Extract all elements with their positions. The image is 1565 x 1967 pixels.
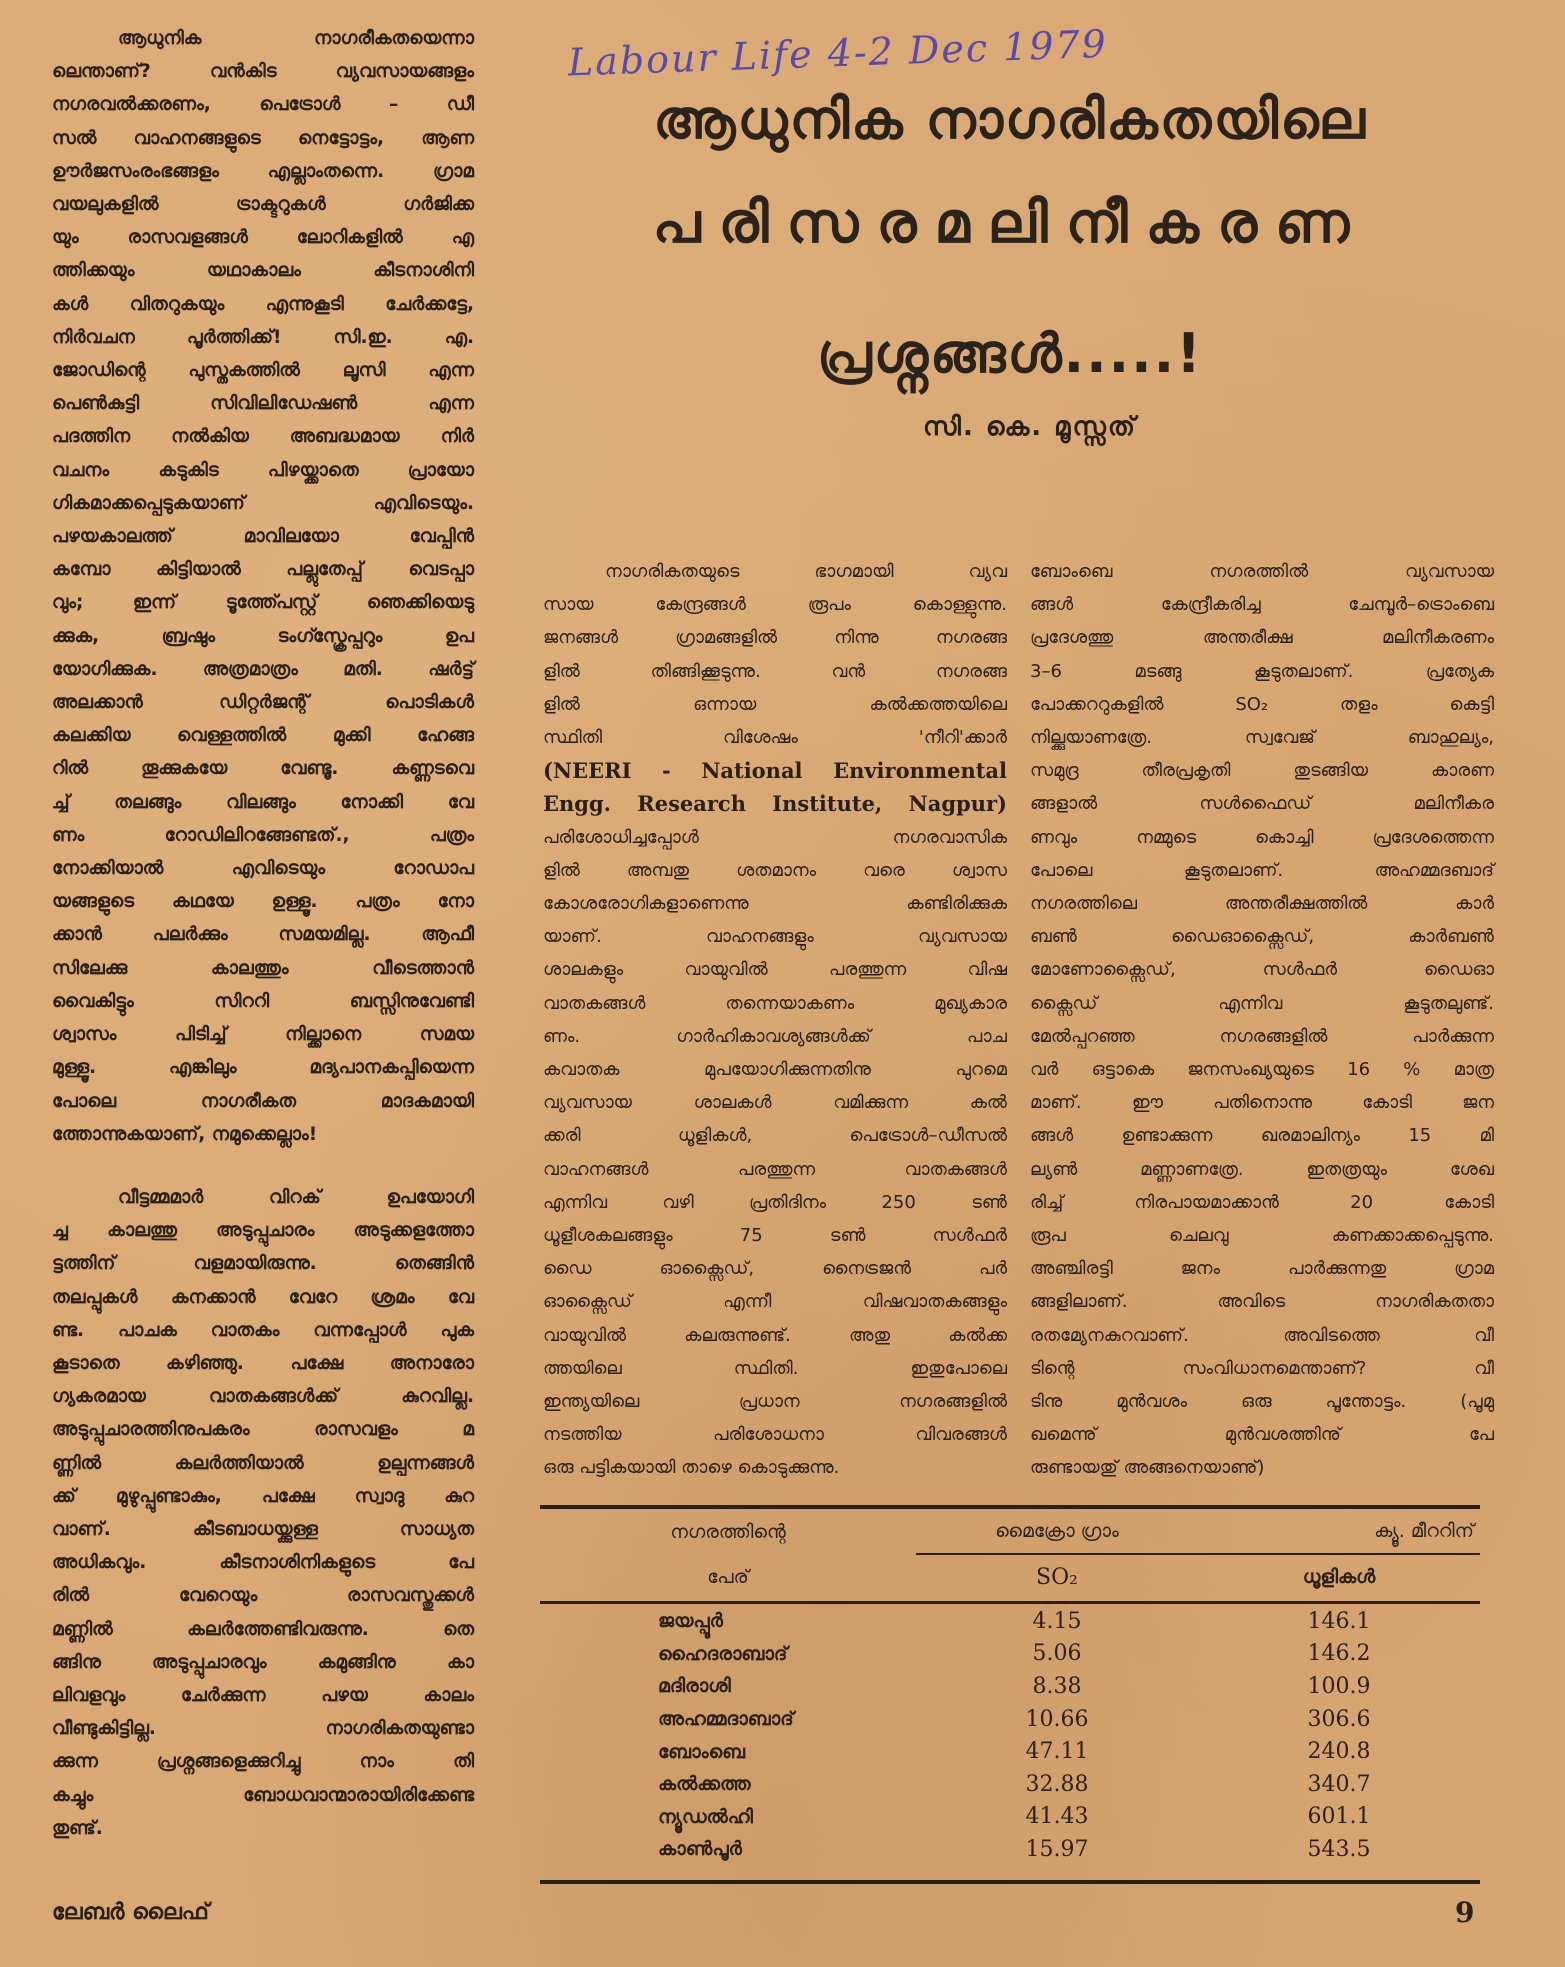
text-line: പോലെ കൂടുതലാണ്. അഹമ്മദബാദ്	[1030, 859, 1494, 881]
text-line: വ്യവസായ ശാലകൾ വമിക്കുന്ന കൽ	[543, 1092, 1007, 1114]
city-cell: ന്യൂഡൽഹി	[658, 1805, 753, 1828]
text-line: യാണ്. വാഹനങ്ങളും വ്യവസായ	[543, 926, 1007, 948]
table-bottom-rule	[540, 1880, 1480, 1884]
text-line: സിലേക്കു കാലത്തും വീടെത്താൻ	[52, 957, 474, 979]
header-dust: ധൂളികൾ	[1198, 1554, 1480, 1599]
text-line: ട്ടത്തിന് വളമായിരുന്നു. തെങ്ങിൻ	[52, 1253, 474, 1275]
dust-cell: 146.2	[1307, 1641, 1371, 1667]
text-line: (NEERI - National Environmental	[543, 758, 1007, 784]
text-line: ധൂളീശകലങ്ങളും 75 ടൺ സൾഫർ	[543, 1225, 1007, 1247]
text-line: ങ്ങൾ ഉണ്ടാക്കുന്ന ഖരമാലിന്യം 15 മി	[1030, 1125, 1494, 1147]
middle-column	[543, 555, 1007, 1485]
so2-cell: 47.11	[1025, 1739, 1089, 1765]
text-line: മുള്ളൂ. എങ്കിലും മദ്യപാനകപ്പിയെന്ന	[52, 1057, 474, 1079]
dust-cell: 601.1	[1307, 1804, 1371, 1830]
text-line: വാതകങ്ങൾ തന്നെയാകണം മുഖ്യകാര	[543, 992, 1007, 1014]
text-line: ഓക്സൈഡ് എന്നീ വിഷവാതകങ്ങളും	[543, 1291, 1007, 1313]
text-line: അടുപ്പുചാരത്തിനുപകരം രാസവളം മ	[52, 1419, 474, 1441]
text-line: വീട്ടമ്മമാർ വിറക് ഉപയോഗി	[118, 1186, 474, 1208]
table-row	[540, 1735, 1480, 1768]
text-line: പഴയകാലത്ത് മാവിലയോ വേപ്പിൻ	[52, 526, 474, 548]
city-cell: ബോംബെ	[658, 1740, 746, 1763]
text-line: വായുവിൽ കലരുന്നുണ്ട്. അതു കൽക്ക	[543, 1324, 1007, 1346]
text-line: ങ്ങളാൽ സൾഫൈഡ് മലിനീകര	[1030, 793, 1494, 815]
so2-cell: 41.43	[1025, 1804, 1089, 1830]
text-line: ജനങ്ങൾ ഗ്രാമങ്ങളിൽ നിന്നു നഗരങ്ങ	[543, 627, 1007, 649]
text-line: ബോംബെ നഗരത്തിൽ വ്യവസായ	[1030, 561, 1494, 582]
dust-cell: 146.1	[1307, 1608, 1371, 1634]
text-line: രൂപ ചെലവു കണക്കാക്കപ്പെടുന്നു.	[1030, 1225, 1494, 1247]
text-line: വീണ്ടുകിട്ടില്ല. നാഗരികതയുണ്ടാ	[52, 1718, 474, 1740]
city-cell: കൽക്കത്ത	[658, 1773, 751, 1796]
text-line: 3–6 മടങ്ങു കൂടുതലാണ്. പ്രത്യേക	[1030, 660, 1494, 682]
text-line: ഒരു പട്ടികയായി താഴെ കൊടുക്കുന്നു.	[543, 1457, 840, 1479]
text-line: ലിവളവും ചേർക്കുന്ന പഴയ കാലം	[52, 1684, 474, 1706]
left-paragraph-1	[52, 22, 474, 1151]
text-line: വയലുകളിൽ ട്രാക്ടറുകൾ ഗർജിക്ക	[52, 194, 474, 216]
text-line: രതമ്യേനകുറവാണ്. അവിടത്തെ വീ	[1030, 1324, 1494, 1346]
text-line: കവാതക മുപയോഗിക്കുന്നതിനു പുറമെ	[543, 1059, 1007, 1081]
header-city-line1: നഗരത്തിന്റെ	[670, 1520, 786, 1543]
text-line: പെൺകുട്ടി സിവിലിഡേഷൺ എന്ന	[52, 393, 474, 415]
text-line: ജോഡിന്റെ പുസ്തകത്തിൽ ലൂസി എന്ന	[52, 360, 474, 382]
text-line: റിൽ തൂക്കുകയേ വേണ്ടൂ. കണ്ണടവെ	[52, 758, 474, 780]
so2-cell: 8.38	[1032, 1673, 1082, 1699]
text-line: അലക്കാൻ ഡിറ്റർജന്റ് പൊടികൾ	[52, 692, 474, 714]
text-line: ങ്ങൾ കേന്ദ്രീകരിച്ച ചേമ്പൂർ–ട്രൊംബെ	[1030, 594, 1494, 616]
text-line: നില്ക്കുയാണത്രേ. സ്വവേജ് ബാഹുല്യം,	[1030, 727, 1494, 749]
text-line: ത്തോന്നുകയാണ്, നമുക്കെല്ലാം!	[52, 1123, 318, 1145]
text-line: ക്കരി ധൂളികൾ, പെട്രോൾ–ഡീസൽ	[543, 1125, 1007, 1147]
text-line: യങ്ങളുടെ കഥയേ ഉള്ളൂ. പത്രം നോ	[52, 891, 474, 913]
text-line: ണം റോഡിലിറങ്ങേണ്ടത്., പത്രം	[52, 824, 474, 846]
title-line-3: പ്രശ്നങ്ങൾ.....!	[817, 322, 1203, 385]
text-line: പോലെ നാഗരീകത മാദകമായി	[52, 1090, 474, 1112]
text-line: സ്ഥിതി വിശേഷം 'നീറി'ക്കാർ	[543, 727, 1007, 749]
text-line: കൂടാതെ കഴിഞ്ഞു. പക്ഷേ അനാരോ	[52, 1352, 474, 1374]
text-line: Engg. Research Institute, Nagpur)	[543, 791, 1007, 817]
text-line: അധികവും. കീടനാശിനികളുടെ പേ	[52, 1552, 474, 1574]
city-cell: കാൺപൂർ	[658, 1838, 742, 1861]
text-line: ശാലകളും വായുവിൽ പരത്തുന്ന വിഷ	[543, 959, 1007, 981]
header-city-line2: പേര്	[707, 1565, 749, 1588]
text-line: ത്തയിലെ സ്ഥിതി. ഇതുപോലെ	[543, 1357, 1007, 1379]
text-line: കമ്പോ കിട്ടിയാൽ പല്ലുതേപ്പ് വെടപ്പാ	[52, 559, 474, 581]
city-cell: ഹൈദരാബാദ്	[658, 1642, 788, 1665]
text-line: രിച്ച് നിരപായമാക്കാൻ 20 കോടി	[1030, 1191, 1494, 1213]
text-line: ക്കുക, ബ്രഷും ടംഗ്സ്ക്രേപ്പറും ഉപ	[52, 625, 474, 647]
text-line: വചനം കടുകിട പിഴയ്ക്കാതെ പ്രായോ	[52, 459, 474, 481]
header-bottom-rule	[540, 1601, 1480, 1604]
text-line: ക്കുന്ന പ്രശ്നങ്ങളെക്കുറിച്ചു നാം തി	[52, 1751, 474, 1773]
text-line: പോക്കററുകളിൽ SO₂ തളം കെട്ടി	[1030, 693, 1494, 715]
dust-cell: 340.7	[1307, 1771, 1371, 1797]
text-line: ത്തിക്കയും യഥാകാലം കീടനാശിനി	[52, 260, 474, 282]
table-row	[540, 1833, 1480, 1866]
text-line: രുണ്ടായതു് അങ്ങനെയാണു്)	[1030, 1457, 1265, 1479]
text-line: മണ്ണിൽ കലർത്തേണ്ടിവരുന്നു. തെ	[52, 1618, 474, 1640]
dust-cell: 100.9	[1307, 1673, 1371, 1699]
so2-cell: 32.88	[1025, 1771, 1089, 1797]
text-line: ഊർജസംരംഭങ്ങളം എല്ലാംതന്നെ. ഗ്രാമ	[52, 160, 474, 182]
city-cell: മദിരാശി	[658, 1675, 731, 1698]
text-line: രിൽ വേറെയും രാസവസ്തുക്കൾ	[52, 1585, 474, 1607]
text-line: ങ്ങളിലാണ്. അവിടെ നാഗരികതതാ	[1030, 1291, 1494, 1313]
table-row	[540, 1670, 1480, 1703]
dust-cell: 240.8	[1307, 1739, 1371, 1765]
text-line: ബൺ ഡൈഓക്സൈഡ്, കാർബൺ	[1030, 926, 1494, 948]
header-so2: SO₂	[916, 1554, 1198, 1599]
text-line: ഗികമാക്കപ്പെടുകയാണ് എവിടെയും.	[52, 492, 474, 514]
table-row	[540, 1768, 1480, 1801]
title-line-1: ആധുനിക നാഗരികതയിലെ	[653, 88, 1367, 151]
text-line: സായ കേന്ദ്രങ്ങൾ രൂപം കൊള്ളുന്നു.	[543, 594, 1007, 616]
so2-cell: 5.06	[1032, 1641, 1082, 1667]
text-line: ച്ച കാലത്തു അടുപ്പുചാരം അടുക്കളത്തോ	[52, 1220, 474, 1242]
so2-cell: 15.97	[1025, 1836, 1089, 1862]
text-line: നഗരത്തിലെ അന്തരീക്ഷത്തിൽ കാർ	[1030, 893, 1494, 915]
text-line: എന്നിവ വഴി പ്രതിദിനം 250 ടൺ	[543, 1191, 1007, 1213]
text-line: നിർവചന പൂർത്തിക്ക്! സി.ഇ. എ.	[52, 326, 474, 348]
left-paragraph-2	[52, 1181, 474, 1845]
text-line: പ്രദേശത്തു അന്തരീക്ഷ മലിനീകരണം	[1030, 627, 1494, 649]
text-line: ണവും നമ്മുടെ കൊച്ചി പ്രദേശത്തെന്ന	[1030, 826, 1494, 848]
table-row	[540, 1605, 1480, 1638]
text-line: നഗരവൽക്കരണം, പെട്രോൾ – ഡീ	[52, 94, 474, 116]
text-line: നടത്തിയ പരിശോധനാ വിവരങ്ങൾ	[543, 1424, 1007, 1446]
title-line-2: പരിസരമലിനീകരണ	[652, 191, 1368, 256]
text-line: ണ്ണിൽ കലർത്തിയാൽ ഉല്പന്നങ്ങൾ	[52, 1452, 474, 1474]
handwritten-annotation: Labour Life 4-2 Dec 1979	[567, 21, 1109, 85]
text-line: ച്ച് തലങ്ങും വിലങ്ങും നോക്കി വേ	[52, 791, 474, 813]
text-line: ല്യൺ മണ്ണാണത്രേ. ഇതത്രയും ശേഖ	[1030, 1158, 1494, 1180]
text-line: മോണോക്സൈഡ്, സൾഫർ ഡൈഓ	[1030, 959, 1494, 981]
article-byline: സി. കെ. മൂസ്സത്	[923, 412, 1137, 442]
page-number: 9	[1455, 1896, 1475, 1929]
text-line: പദത്തിന നൽകിയ അബദ്ധമായ നിർ	[52, 426, 474, 448]
text-line: ളിൽ ഒന്നായ കൽക്കത്തയിലെ	[543, 693, 1007, 715]
text-line: തുണ്ട്.	[52, 1817, 103, 1839]
text-line: ലെന്താണ്? വൻകിട വ്യവസായങ്ങളം	[52, 61, 474, 83]
dust-cell: 306.6	[1307, 1706, 1371, 1732]
text-line: ണം. ഗാർഹികാവശ്യങ്ങൾക്ക് പാച	[543, 1025, 1007, 1047]
text-line: ടിന്റെ സംവിധാനമെന്താണ്? വീ	[1030, 1357, 1494, 1379]
city-cell: ജയപ്പൂർ	[658, 1610, 723, 1633]
right-column	[1030, 555, 1494, 1485]
text-line: ണ്ട. പാചക വാതകം വന്നപ്പോൾ പുക	[52, 1319, 474, 1341]
text-line: ക്കാൻ പലർക്കും സമയമില്ല. ആഫീ	[52, 924, 474, 946]
pollution-table	[540, 1505, 1480, 1884]
left-column	[52, 22, 474, 1845]
text-line: ശ്വാസം പിടിച്ച് നില്ക്കാനെ സമയ	[52, 1024, 474, 1046]
text-line: ആധുനിക നാഗരീകതയെന്നാ	[118, 28, 474, 49]
text-line: വും; ഇന്ന് ടൂത്ത്പേസ്റ്റ് ഞെക്കിയെടു	[52, 592, 474, 614]
text-line: വാഹനങ്ങൾ പരത്തുന്ന വാതകങ്ങൾ	[543, 1158, 1007, 1180]
text-line: ക്സൈഡ് എന്നിവ കൂടുതലുണ്ട്.	[1030, 992, 1494, 1014]
text-line: പരിശോധിച്ചപ്പോൾ നഗരവാസിക	[543, 826, 1007, 848]
text-line: ഗ്യകരമായ വാതകങ്ങൾക്ക് കുറവില്ല.	[52, 1386, 474, 1408]
text-line: ടിനു മുൻവശം ഒരു പൂന്തോട്ടം. (പൂമു	[1030, 1391, 1494, 1413]
text-line: കൾ വിതറുകയും എന്നുകൂടി ചേർക്കട്ടേ,	[52, 293, 474, 315]
text-line: സമുദ്ര തീരപ്രകൃതി തുടങ്ങിയ കാരണ	[1030, 760, 1494, 782]
text-line: തലപ്പുകൾ കനക്കാൻ വേറേ ശ്രമം വേ	[52, 1286, 474, 1308]
text-line: കലക്കിയ വെള്ളത്തിൽ മുക്കി ഹേങ്ങ	[52, 725, 474, 747]
dust-cell: 543.5	[1307, 1836, 1371, 1862]
table-row	[540, 1801, 1480, 1834]
text-line: ഡൈ ഓക്സൈഡ്, നൈട്രജൻ പർ	[543, 1258, 1007, 1280]
text-line: ളിൽ തിങ്ങിക്കൂടുന്നു. വൻ നഗരങ്ങ	[543, 660, 1007, 682]
text-line: മേൽപ്പറഞ്ഞ നഗരങ്ങളിൽ പാർക്കുന്ന	[1030, 1025, 1494, 1047]
header-unit-left: മൈക്രോ ഗ്രാം	[995, 1520, 1119, 1542]
table-row	[540, 1638, 1480, 1671]
text-line: ഇന്ത്യയിലെ പ്രധാന നഗരങ്ങളിൽ	[543, 1391, 1007, 1413]
text-line: കോശരോഗികളാണെന്നു കണ്ടിരിക്കുക	[543, 893, 1007, 915]
text-line: വർ ഒട്ടാകെ ജനസംഖ്യയുടെ 16 % മാത്ര	[1030, 1059, 1494, 1081]
text-line: അഞ്ചിരട്ടി ജനം പാർക്കുന്നതു ഗ്രാമ	[1030, 1258, 1494, 1280]
publication-name: ലേബർ ലൈഫ്	[52, 1900, 209, 1925]
so2-cell: 10.66	[1025, 1706, 1089, 1732]
text-line: നാഗരികതയുടെ ഭാഗമായി വ്യവ	[605, 561, 1007, 582]
city-cell: അഹമ്മദാബാദ്	[658, 1708, 794, 1731]
text-line: സൽ വാഹനങ്ങളുടെ നെട്ടോട്ടം, ആണ	[52, 127, 474, 149]
text-line: മാണ്. ഈ പതിനൊന്നു കോടി ജന	[1030, 1092, 1494, 1114]
text-line: ളിൽ അമ്പതു ശതമാനം വരെ ശ്വാസ	[543, 859, 1007, 881]
table-row	[540, 1703, 1480, 1736]
text-line: യോഗിക്കുക. അത്രമാത്രം മതി. ഷർട്ട്	[52, 658, 474, 680]
table-body	[540, 1605, 1480, 1866]
text-line: വാണ്. കീടബാധയ്ക്കുള്ള സാധ്യത	[52, 1518, 474, 1540]
text-line: ക്ക് മുഴുപ്പുണ്ടാകും, പക്ഷേ സ്വാദു കുറ	[52, 1485, 474, 1507]
text-line: നോക്കിയാൽ എവിടെയും റോഡാപ	[52, 858, 474, 880]
so2-cell: 4.15	[1032, 1608, 1082, 1634]
header-unit-right: ക്യൂ. മീററിന്	[1374, 1520, 1474, 1542]
text-line: ങ്ങിനു അടുപ്പുചാരവും കമുങ്ങിനു കാ	[52, 1651, 474, 1673]
text-line: വൈകിട്ടും സിററി ബസ്സിനുവേണ്ടി	[52, 990, 474, 1012]
text-line: ഖമെന്നു് മുൻവശത്തിനു് പേ	[1030, 1424, 1494, 1446]
text-line: യും രാസവളങ്ങൾ ലോറികളിൽ എ	[52, 227, 474, 249]
article-title	[560, 80, 1460, 404]
text-line: കച്ചും ബോധവാന്മാരായിരിക്കേണ്ട	[52, 1784, 474, 1806]
